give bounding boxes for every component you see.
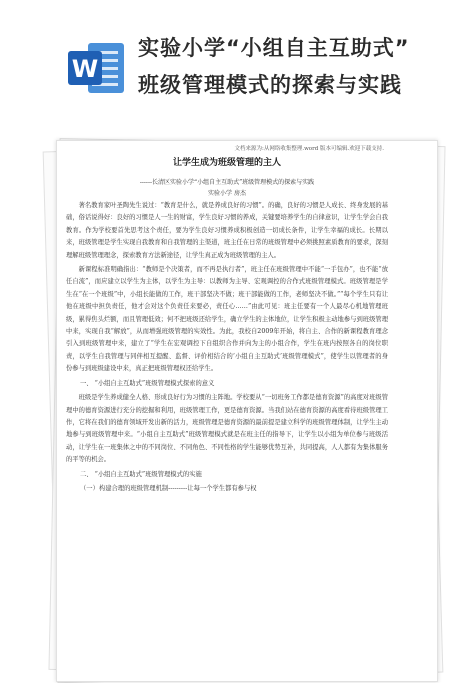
body-paragraph: 班级是学生养成健全人格、形成良好行为习惯的主阵地。学校要从“一切班务工作都是德育资源”的高度对班级管理中的德育资源进行充分的挖掘和利用，班级管理工作，更是德育资源。当我们站在德育资源的高度看待班级管理工作，它将在我们的德育领域开发出新的活力，班级管理是德育资源的最前提是建立科学的班级管理体制，让学生主动地参与到班级管理中来。“小组自主互助式”班级管理模式就是在班主任的指导下，让学生以小组为单位参与班级活动，让学生在一班集体之中的不同岗位、不同角色、不同性格的学生能够优势互补，共同提高，人人都有为集体服务的平等的机会。: [66, 394, 388, 464]
document-author: 实验小学 房杰: [208, 190, 246, 197]
section-heading: 一、 “小组自主互助式”班级管理模式探索的意义: [80, 379, 215, 387]
document-subtitle: ------长清区实验小学“小组自主互助式”班级管理模式的探索与实践: [139, 179, 315, 186]
body-paragraph: 著名教育家叶圣陶先生说过：“教育是什么，就是养成良好的习惯”。的确，良好的习惯是人成长、终身发展的基础，俗话说得好：良好的习惯是人一生的财富，学生良好习惯的养成，关键要培养学生的自律意识，让学生学会自我教育。作为学校要首先思考这个责任，要为学生良好习惯养成积极创造一切成长条件，让学生幸福的成长。长期以来，班级管理是学生实现自我教育和自我管理的主渠道，班主任在日常的班级管理中必须挑照素质教育的要求，深刻理解班级管理理念，探索教育方法新途径，让学生真正成为班级管理的主人。: [66, 202, 388, 259]
section-heading: 二、 “小组自主互助式”班级管理模式的实施: [80, 470, 202, 478]
document-title: 让学生成为班级管理的主人: [172, 158, 281, 168]
banner-title-line-2: 班级管理模式的探索与实践: [138, 73, 402, 97]
body-paragraph: 新课程标准明确指出：“教师是个决策者，而不再是执行者”，班主任在班级管理中不能“一手包办”，也不能“放任自流”，而应建立以学生为主体，以学生为主导：以教师为主导、宏观调控的合作式班级管理模式。班级管理是学生在“在一个班级”中，小组长能做的工作，班干部坚决不做；班干部能做的工作，老师坚决不做。”“每个学生只有让他在班级中担负责任，他才会对这个负责任来要必，责任心……”由此可见：班主任要有一个人最尽心机地管理班级，累得焦头烂额，而且管理低效；何不把班级还给学生，确立学生的主体地位，让学生积极主动地参与到班级管理中来，实现自我“解放”，从而增强班级管理的实效性。为此，我校自2009年开始，将自主、合作的新课程教育理念引入到班级管理中来，建立了“学生在宏观调控下自组织合作并向为主的小组合作，学生在班内按照各自的岗位职责，以学生自我管理与同伴相互提醒、监督、评价相结合的‘小组自主互助式’班级管理模式”，使学生以管理者的身份参与到班级建设中来，真正把班级管理权还给学生。: [66, 266, 388, 373]
source-note: 文档来源为:从网络收集整理.word 版本可编辑.欢迎下载支持.: [234, 146, 384, 152]
document-banner: [0, 0, 474, 130]
banner-title: [138, 34, 468, 102]
word-logo-letter: W: [71, 55, 99, 83]
banner-title-line-1: 实验小学“小组自主互助式”: [138, 36, 410, 60]
document-content: [62, 145, 392, 495]
subsection-heading: （一）构建合理的班级管理机制---------让每一个学生都有参与权: [80, 484, 257, 492]
word-document-icon: [66, 37, 128, 99]
